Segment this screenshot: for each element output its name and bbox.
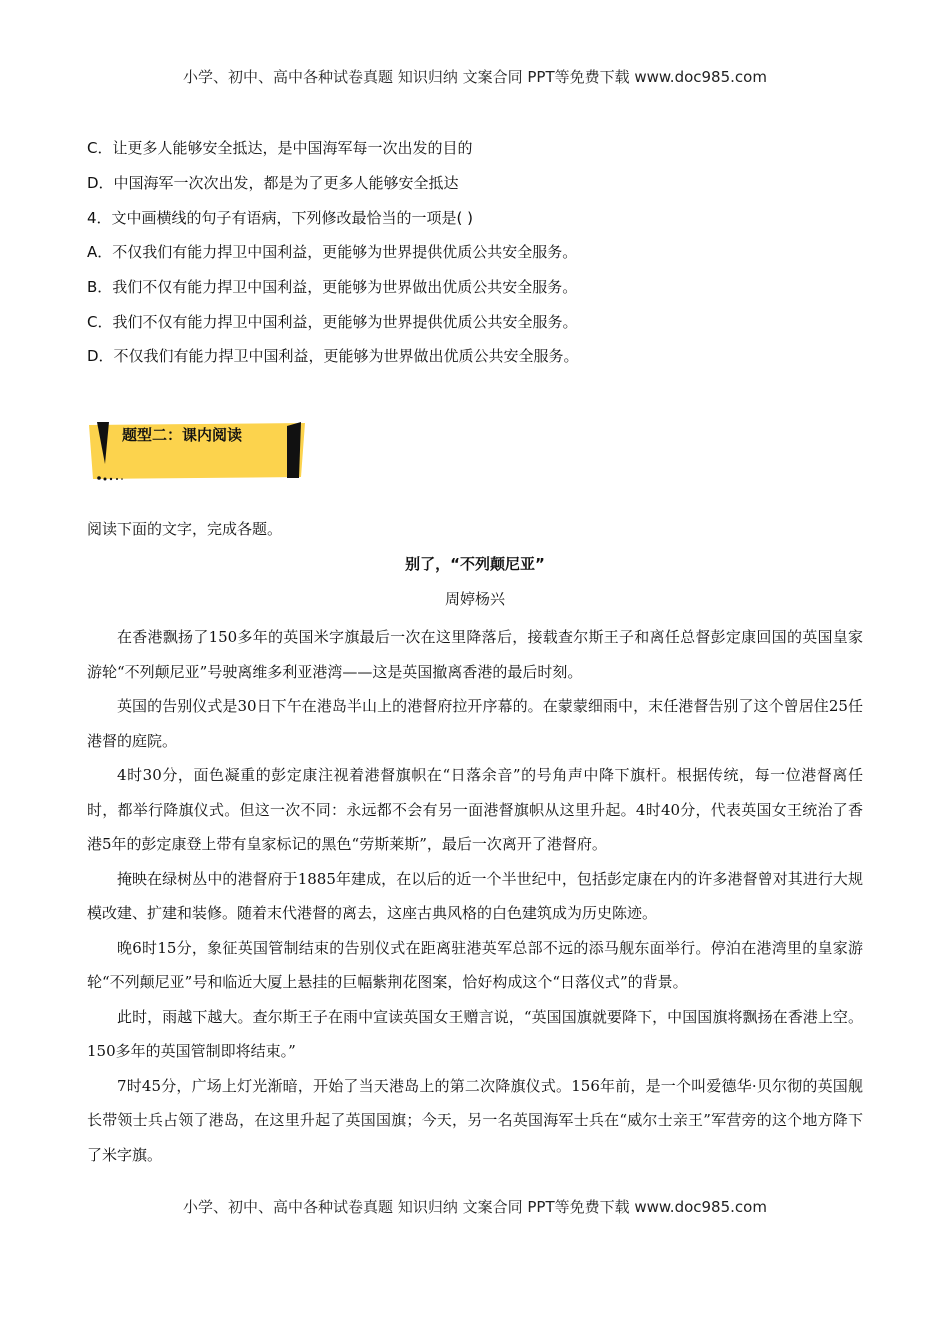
article-paragraph: 晚6时15分，象征英国管制结束的告别仪式在距离驻港英军总部不远的添马舰东面举行。停泊在港湾里的皇家游轮“不列颠尼亚”号和临近大厦上悬挂的巨幅紫荆花图案，恰好构成这个“日落仪式”的背景。 bbox=[87, 938, 863, 991]
q4-option-c: C．我们不仅有能力捍卫中国利益，更能够为世界提供优质公共安全服务。 bbox=[87, 313, 578, 331]
q4-option-d: D．不仅我们有能力捍卫中国利益，更能够为世界做出优质公共安全服务。 bbox=[87, 347, 579, 365]
article-paragraph: 掩映在绿树丛中的港督府于1885年建成，在以后的近一个半世纪中，包括彭定康在内的许多港督曾对其进行大规模改建、扩建和装修。随着末代港督的离去，这座古典风格的白色建筑成为历史陈迹。 bbox=[87, 869, 863, 922]
article-author: 周婷杨兴 bbox=[444, 590, 505, 608]
q3-option-c: C．让更多人能够安全抵达，是中国海军每一次出发的目的 bbox=[87, 139, 473, 157]
article-paragraph: 在香港飘扬了150多年的英国米字旗最后一次在这里降落后，接载查尔斯王子和离任总督彭定康回国的英国皇家游轮“不列颠尼亚”号驶离维多利亚港湾——这是英国撤离香港的最后时刻。 bbox=[87, 628, 863, 681]
reading-instruction: 阅读下面的文字，完成各题。 bbox=[87, 520, 283, 538]
article-paragraph: 此时，雨越下越大。查尔斯王子在雨中宣读英国女王赠言说，“英国国旗就要降下，中国国旗将飘扬在香港上空。150多年的英国管制即将结束。” bbox=[87, 1007, 863, 1060]
article-paragraph: 4时30分，面色凝重的彭定康注视着港督旗帜在“日落余音”的号角声中降下旗杆。根据传统，每一位港督离任时，都举行降旗仪式。但这一次不同：永远都不会有另一面港督旗帜从这里升起。4时40分，代表英国女王统治了香港5年的彭定康登上带有皇家标记的黑色“劳斯莱斯”，最后一次离开了港督府。 bbox=[87, 766, 863, 853]
section-label: 题型二：课内阅读 bbox=[122, 426, 243, 444]
article-paragraph: 英国的告别仪式是30日下午在港岛半山上的港督府拉开序幕的。在蒙蒙细雨中，末任港督告别了这个曾居住25任港督的庭院。 bbox=[87, 697, 863, 750]
page-footer: 小学、初中、高中各种试卷真题 知识归纳 文案合同 PPT等免费下载 www.doc985.com bbox=[183, 1198, 767, 1216]
q4-stem: 4．文中画横线的句子有语病，下列修改最恰当的一项是( ) bbox=[87, 209, 474, 227]
q4-option-b: B．我们不仅有能力捍卫中国利益，更能够为世界做出优质公共安全服务。 bbox=[87, 278, 578, 296]
article-paragraph: 7时45分，广场上灯光渐暗，开始了当天港岛上的第二次降旗仪式。156年前，是一个叫爱德华·贝尔彻的英国舰长带领士兵占领了港岛，在这里升起了英国国旗；今天，另一名英国海军士兵在“威尔士亲王”军营旁的这个地方降下了米字旗。 bbox=[87, 1076, 863, 1164]
q4-option-a: A．不仅我们有能力捍卫中国利益，更能够为世界提供优质公共安全服务。 bbox=[87, 243, 578, 261]
article-title: 别了，“不列颠尼亚” bbox=[405, 555, 545, 573]
article-body bbox=[87, 620, 863, 1172]
q3-option-d: D．中国海军一次次出发，都是为了更多人能够安全抵达 bbox=[87, 174, 459, 192]
page-header: 小学、初中、高中各种试卷真题 知识归纳 文案合同 PPT等免费下载 www.doc985.com bbox=[183, 68, 767, 86]
